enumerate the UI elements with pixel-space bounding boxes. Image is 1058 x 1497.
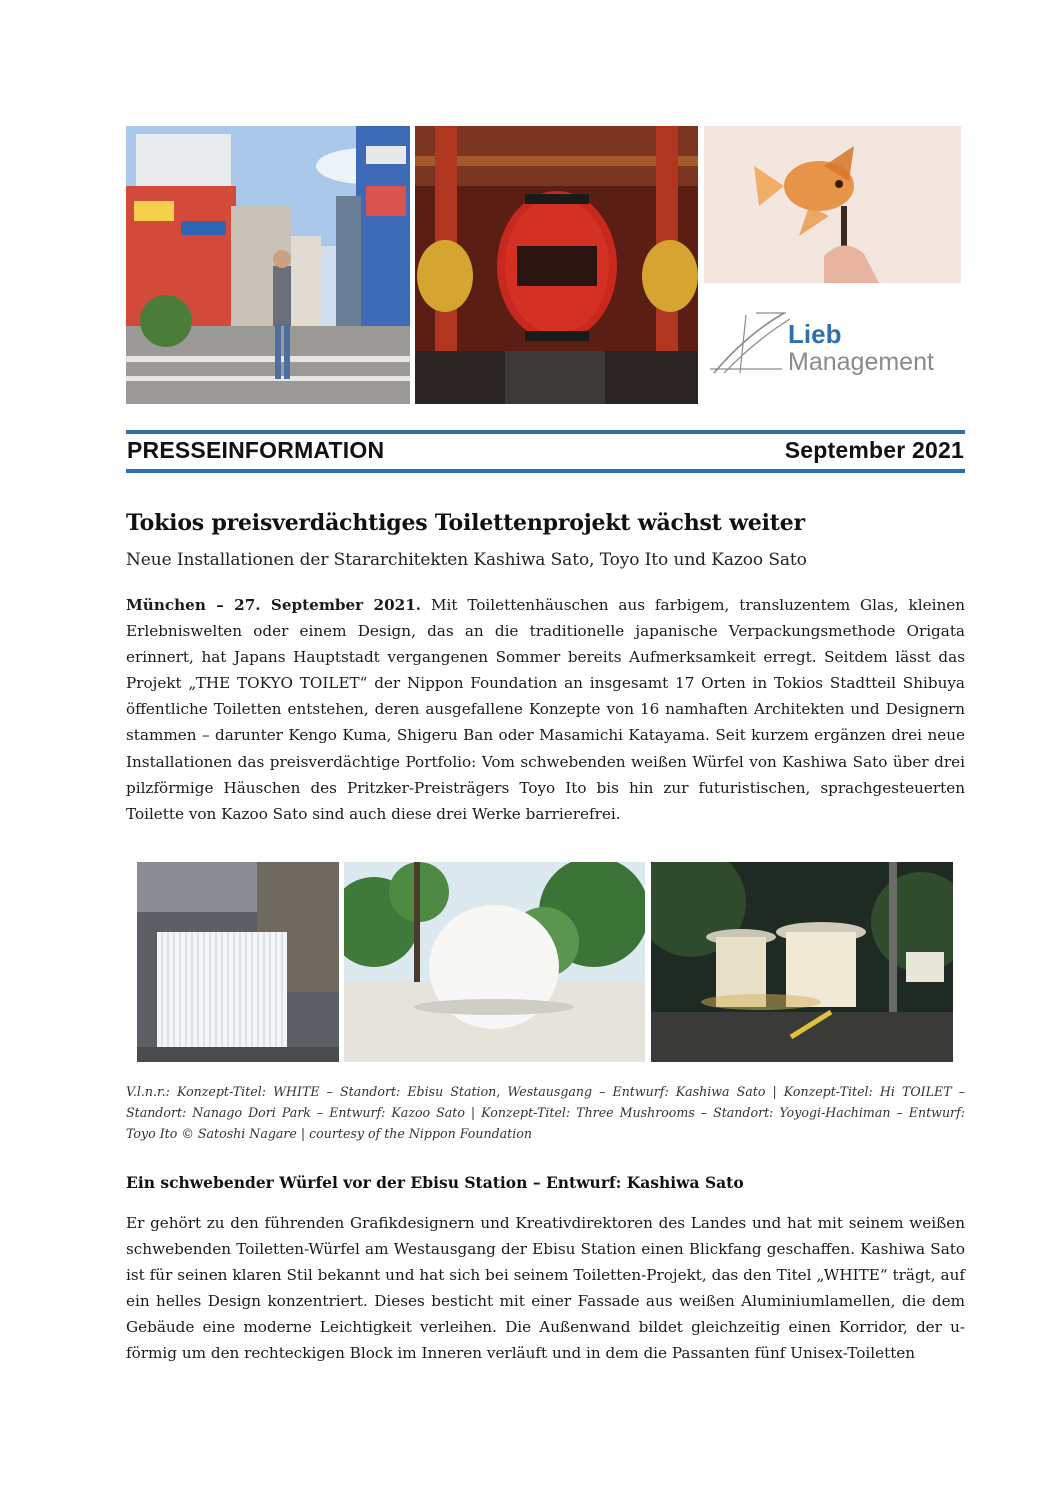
dateline: München – 27. September 2021. xyxy=(126,596,422,614)
logo-line2: Management xyxy=(788,348,934,376)
section-heading: Ein schwebender Würfel vor der Ebisu Station – Entwurf: Kashiwa Sato xyxy=(126,1173,744,1192)
photo-asakusa-lantern xyxy=(415,126,698,404)
body-paragraph: Er gehört zu den führenden Grafikdesignern und Kreativdirektoren des Landes und hat mit seinem weißen schwebenden Toiletten-Würfel am Westausgang der Ebisu Station einen Blickfang geschaffen. Kashiwa Sato ist für seinen klaren Stil bekannt und hat sich bei seinem Toiletten-Projekt, das den Titel „WHITE“ trägt, auf ein helles Design konzentriert. Dieses besticht mit einer Fassade aus weißen Aluminiumlamellen, die dem Gebäude eine moderne Leichtigkeit verleihen. Die Außenwand bildet gleichzeitig einen Korridor, der u-förmig um den rechteckigen Block im Inneren verläuft und in dem die Passanten fünf Unisex-Toiletten xyxy=(126,1214,965,1363)
lieb-management-logo xyxy=(706,295,964,403)
intro-text: Mit Toilettenhäuschen aus farbigem, transluzentem Glas, kleinen Erlebniswelten oder einem Design, das an die traditionelle japanische Verpackungsmethode Origata erinnert, hat Japans Hauptstadt vergangenen Sommer bereits Aufmerksamkeit erregt. Seitdem lässt das Projekt „THE TOKYO TOILET“ der Nippon Foundation an insgesamt 17 Orten in Tokios Stadtteil Shibuya öffentliche Toiletten entstehen, deren ausgefallene Konzepte von 16 namhaften Architekten und Designern stammen – darunter Kengo Kuma, Shigeru Ban oder Masamichi Katayama. Seit kurzem ergänzen drei neue Installationen das preisverdächtige Portfolio: Vom schwebenden weißen Würfel von Kashiwa Sato über drei pilzförmige Häuschen des Pritzker-Preisträgers Toyo Ito bis hin zur futuristischen, sprachgesteuerten Toilette von Kazoo Sato sind auch diese drei Werke barrierefrei. xyxy=(126,596,965,823)
photo-three-mushrooms xyxy=(651,862,953,1062)
photo-hi-toilet xyxy=(344,862,645,1062)
logo-line1: Lieb xyxy=(788,319,842,349)
photo-shibuya-street xyxy=(126,126,410,404)
photo-caption: V.l.n.r.: Konzept-Titel: WHITE – Standort: Ebisu Station, Westausgang – Entwurf: Kashiwa Sato | Konzept-Titel: Hi TOILET – Standort: Nanago Dori Park – Entwurf: Kazoo Sato | Konzept-Titel: Three Mushrooms – Standort: Yoyogi-Hachiman – Entwurf: Toyo Ito © Satoshi Nagare | courtesy of the Nippon Foundation xyxy=(126,1084,965,1141)
header-rule-bottom xyxy=(126,469,965,473)
header-rule-top xyxy=(126,430,965,434)
intro-paragraph xyxy=(126,592,965,827)
photo-white-toilet xyxy=(137,862,339,1062)
press-label: PRESSEINFORMATION xyxy=(127,437,385,463)
issue-date: September 2021 xyxy=(784,437,964,463)
headline: Tokios preisverdächtiges Toilettenprojekt wächst weiter xyxy=(126,510,805,536)
photo-goldfish-candy xyxy=(704,126,961,283)
subheadline: Neue Installationen der Stararchitekten Kashiwa Sato, Toyo Ito und Kazoo Sato xyxy=(126,550,807,570)
